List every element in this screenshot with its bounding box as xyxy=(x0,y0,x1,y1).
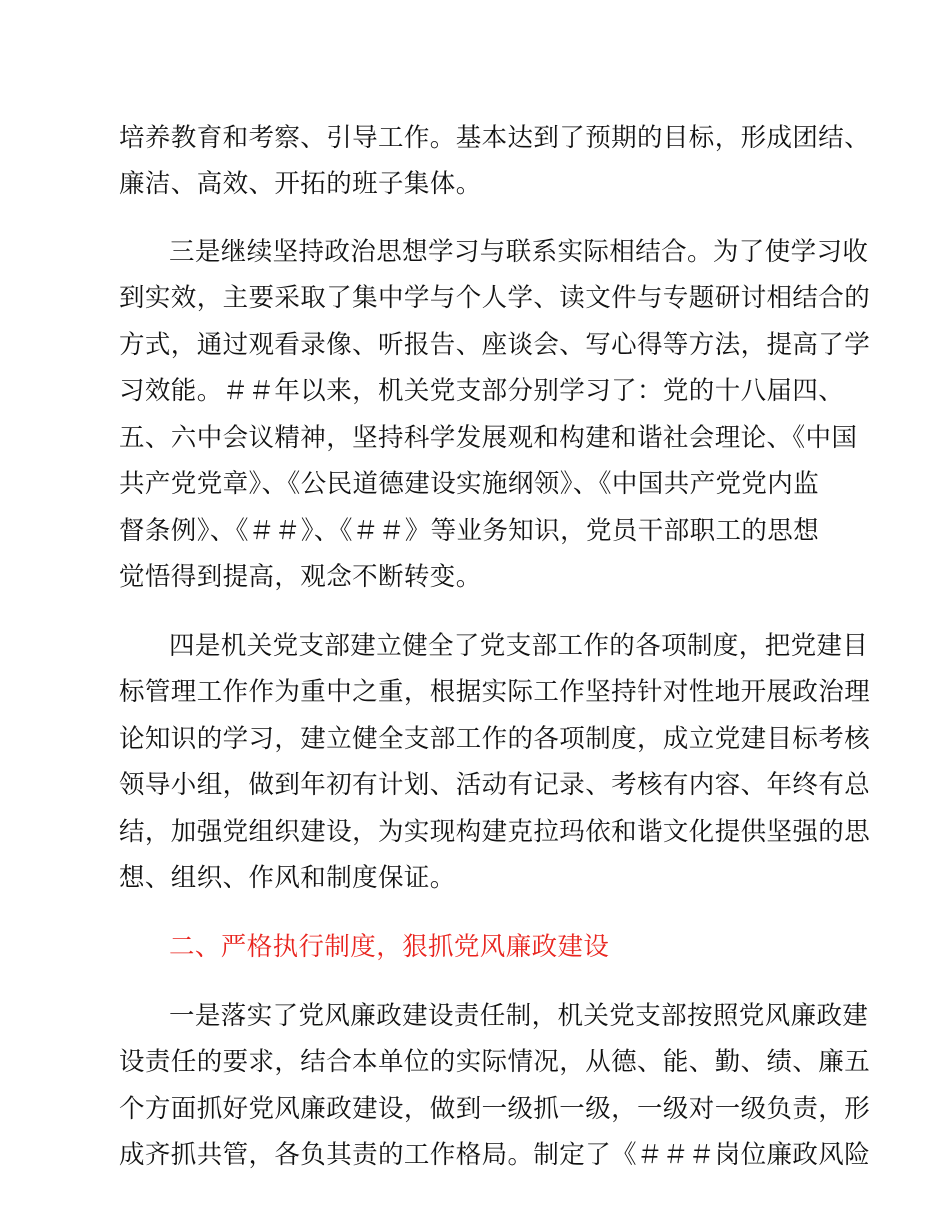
paragraph-line: 成齐抓共管，各负其责的工作格局。制定了《＃＃＃岗位廉政风险 xyxy=(119,1140,871,1170)
paragraph-line: 到实效，主要采取了集中学与个人学、读文件与专题研讨相结合的 xyxy=(119,283,871,313)
paragraph-line: 三是继续坚持政治思想学习与联系实际相结合。为了使学习收 xyxy=(169,237,869,267)
section-heading: 二、严格执行制度，狠抓党风廉政建设 xyxy=(169,932,610,962)
paragraph-line: 标管理工作作为重中之重，根据实际工作坚持针对性地开展政治理 xyxy=(119,677,871,707)
paragraph-line: 培养教育和考察、引导工作。基本达到了预期的目标，形成团结、 xyxy=(119,123,871,153)
paragraph-line: 设责任的要求，结合本单位的实际情况，从德、能、勤、绩、廉五 xyxy=(119,1047,871,1077)
paragraph-line: 督条例》、《＃＃》、《＃＃》等业务知识，党员干部职工的思想 xyxy=(119,516,820,546)
paragraph-line: 论知识的学习，建立健全支部工作的各项制度，成立党建目标考核 xyxy=(119,724,871,754)
paragraph-line: 一是落实了党风廉政建设责任制，机关党支部按照党风廉政建 xyxy=(169,1001,869,1031)
paragraph-line: 四是机关党支部建立健全了党支部工作的各项制度，把党建目 xyxy=(169,631,869,661)
paragraph-line: 个方面抓好党风廉政建设，做到一级抓一级，一级对一级负责，形 xyxy=(119,1094,871,1124)
paragraph-line: 方式，通过观看录像、听报告、座谈会、写心得等方法，提高了学 xyxy=(119,330,871,360)
paragraph-line: 廉洁、高效、开拓的班子集体。 xyxy=(119,169,482,199)
paragraph-line: 想、组织、作风和制度保证。 xyxy=(119,863,456,893)
paragraph-line: 觉悟得到提高，观念不断转变。 xyxy=(119,562,482,592)
paragraph-line: 习效能。＃＃年以来，机关党支部分别学习了：党的十八届四、 xyxy=(119,376,845,406)
paragraph-line: 领导小组，做到年初有计划、活动有记录、考核有内容、年终有总 xyxy=(119,770,871,800)
paragraph-line: 共产党党章》、《公民道德建设实施纲领》、《中国共产党党内监 xyxy=(119,469,820,499)
paragraph-line: 结，加强党组织建设，为实现构建克拉玛依和谐文化提供坚强的思 xyxy=(119,817,871,847)
paragraph-line: 五、六中会议精神，坚持科学发展观和构建和谐社会理论、《中国 xyxy=(119,423,858,453)
